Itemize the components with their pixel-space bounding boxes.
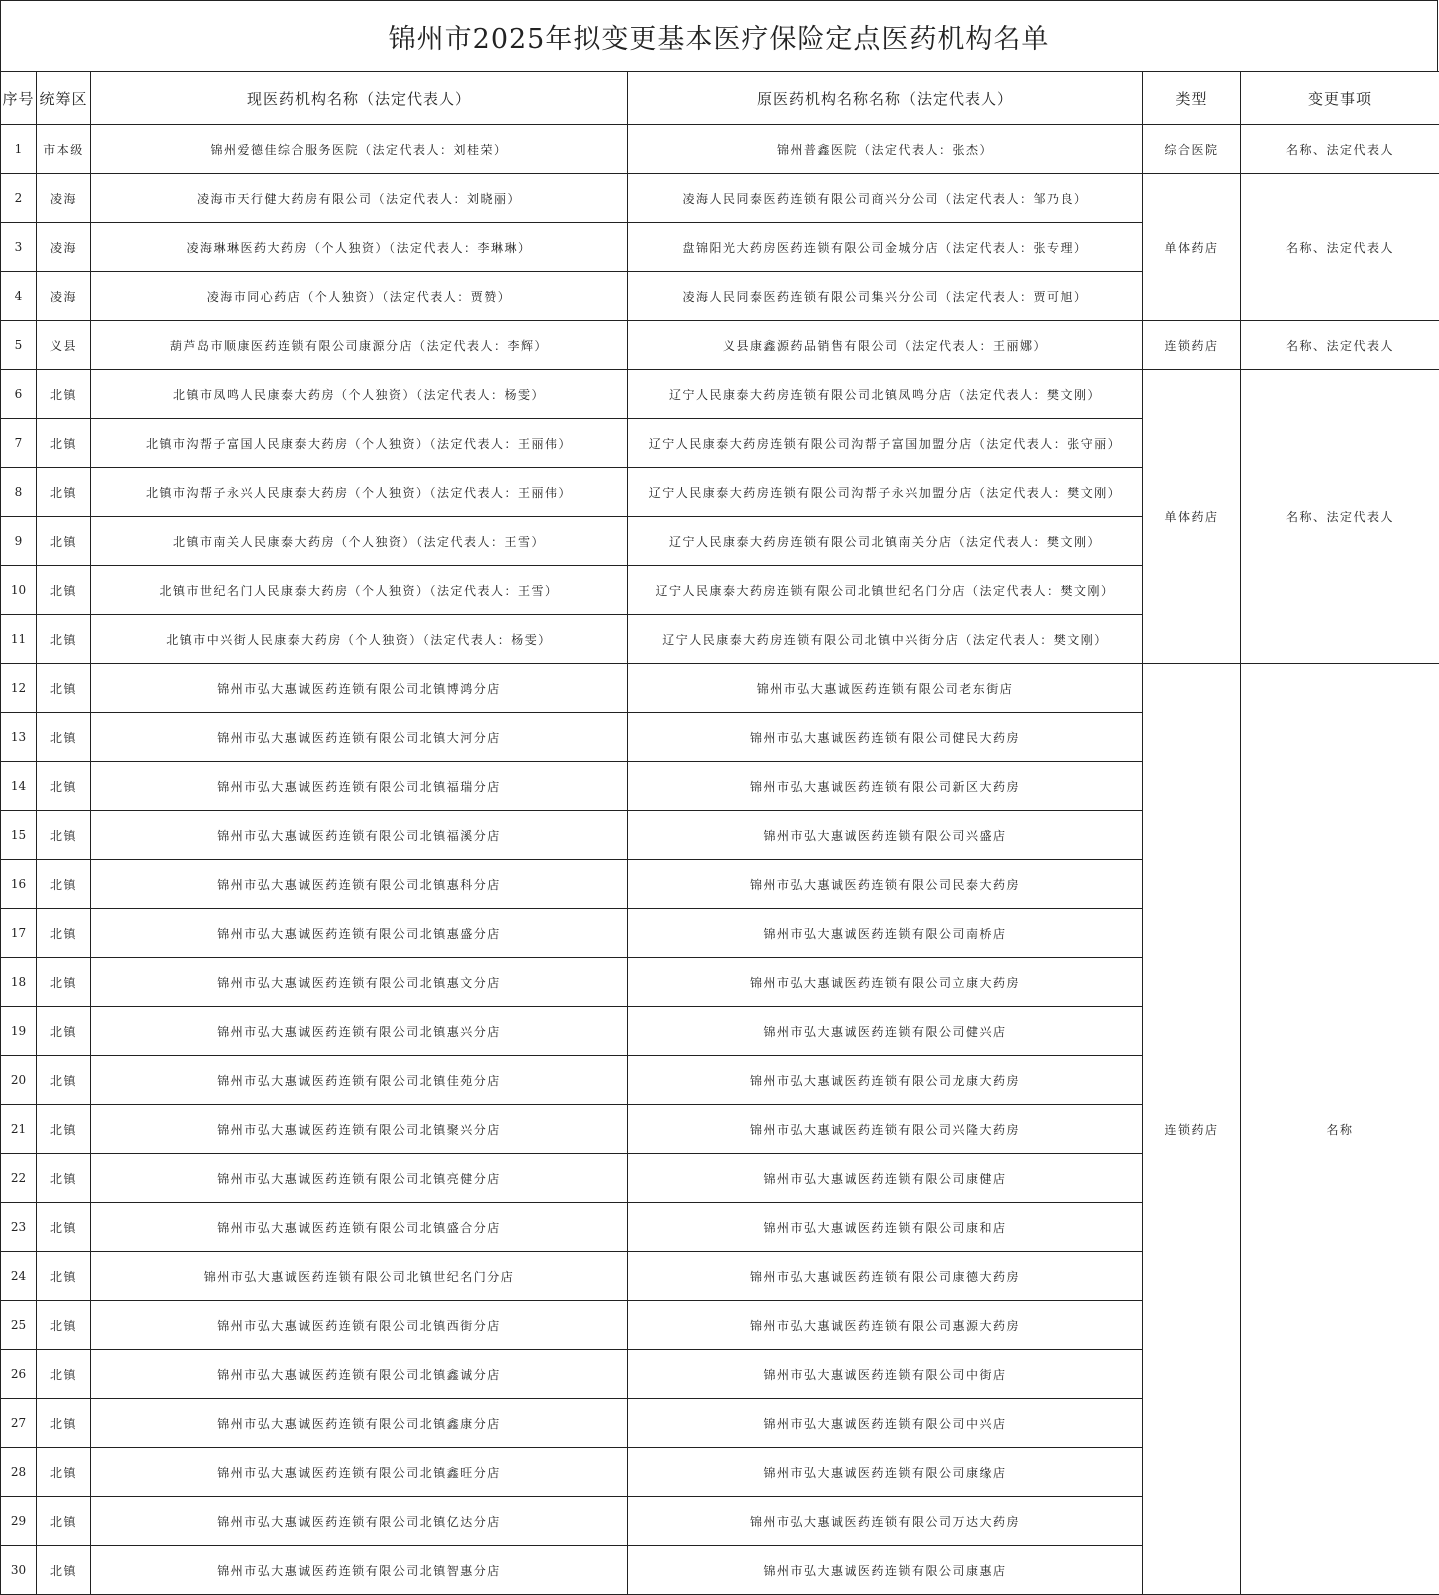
row-number-cell: 30 — [1, 1546, 37, 1595]
current-name-cell: 锦州市弘大惠诚医药连锁有限公司北镇聚兴分店 — [91, 1105, 628, 1154]
header-original-name: 原医药机构名称名称（法定代表人） — [628, 72, 1143, 125]
original-name-cell: 锦州市弘大惠诚医药连锁有限公司康和店 — [628, 1203, 1143, 1252]
header-type: 类型 — [1143, 72, 1241, 125]
region-cell: 北镇 — [37, 860, 91, 909]
region-cell: 北镇 — [37, 419, 91, 468]
region-cell: 北镇 — [37, 909, 91, 958]
page-title: 锦州市2025年拟变更基本医疗保险定点医药机构名单 — [0, 0, 1438, 72]
row-number-cell: 6 — [1, 370, 37, 419]
original-name-cell: 锦州市弘大惠诚医药连锁有限公司康德大药房 — [628, 1252, 1143, 1301]
original-name-cell: 辽宁人民康泰大药房连锁有限公司北镇凤鸣分店（法定代表人：樊文刚） — [628, 370, 1143, 419]
header-no: 序号 — [1, 72, 37, 125]
region-cell: 北镇 — [37, 1252, 91, 1301]
region-cell: 市本级 — [37, 125, 91, 174]
current-name-cell: 北镇市凤鸣人民康泰大药房（个人独资）（法定代表人：杨雯） — [91, 370, 628, 419]
row-number-cell: 12 — [1, 664, 37, 713]
row-number-cell: 21 — [1, 1105, 37, 1154]
region-cell: 北镇 — [37, 1448, 91, 1497]
current-name-cell: 凌海市同心药店（个人独资）（法定代表人：贾赞） — [91, 272, 628, 321]
original-name-cell: 锦州市弘大惠诚医药连锁有限公司康惠店 — [628, 1546, 1143, 1595]
region-cell: 北镇 — [37, 1105, 91, 1154]
row-number-cell: 2 — [1, 174, 37, 223]
row-number-cell: 17 — [1, 909, 37, 958]
type-cell: 单体药店 — [1143, 370, 1241, 664]
region-cell: 北镇 — [37, 1007, 91, 1056]
current-name-cell: 锦州市弘大惠诚医药连锁有限公司北镇亮健分店 — [91, 1154, 628, 1203]
header-current-name: 现医药机构名称（法定代表人） — [91, 72, 628, 125]
header-change: 变更事项 — [1241, 72, 1439, 125]
change-cell: 名称、法定代表人 — [1241, 370, 1439, 664]
current-name-cell: 葫芦岛市顺康医药连锁有限公司康源分店（法定代表人：李辉） — [91, 321, 628, 370]
original-name-cell: 辽宁人民康泰大药房连锁有限公司北镇世纪名门分店（法定代表人：樊文刚） — [628, 566, 1143, 615]
change-cell: 名称、法定代表人 — [1241, 174, 1439, 321]
row-number-cell: 14 — [1, 762, 37, 811]
original-name-cell: 辽宁人民康泰大药房连锁有限公司沟帮子永兴加盟分店（法定代表人：樊文刚） — [628, 468, 1143, 517]
current-name-cell: 凌海琳琳医药大药房（个人独资）（法定代表人：李琳琳） — [91, 223, 628, 272]
change-cell: 名称、法定代表人 — [1241, 321, 1439, 370]
current-name-cell: 锦州市弘大惠诚医药连锁有限公司北镇大河分店 — [91, 713, 628, 762]
row-number-cell: 18 — [1, 958, 37, 1007]
row-number-cell: 11 — [1, 615, 37, 664]
region-cell: 凌海 — [37, 174, 91, 223]
current-name-cell: 北镇市中兴街人民康泰大药房（个人独资）（法定代表人：杨雯） — [91, 615, 628, 664]
original-name-cell: 锦州市弘大惠诚医药连锁有限公司万达大药房 — [628, 1497, 1143, 1546]
region-cell: 北镇 — [37, 1301, 91, 1350]
change-cell: 名称、法定代表人 — [1241, 125, 1439, 174]
original-name-cell: 锦州市弘大惠诚医药连锁有限公司中街店 — [628, 1350, 1143, 1399]
institution-table — [0, 71, 1439, 1595]
region-cell: 北镇 — [37, 566, 91, 615]
current-name-cell: 锦州市弘大惠诚医药连锁有限公司北镇佳苑分店 — [91, 1056, 628, 1105]
region-cell: 北镇 — [37, 468, 91, 517]
current-name-cell: 锦州市弘大惠诚医药连锁有限公司北镇惠盛分店 — [91, 909, 628, 958]
original-name-cell: 锦州市弘大惠诚医药连锁有限公司新区大药房 — [628, 762, 1143, 811]
row-number-cell: 29 — [1, 1497, 37, 1546]
row-number-cell: 26 — [1, 1350, 37, 1399]
row-number-cell: 10 — [1, 566, 37, 615]
current-name-cell: 锦州市弘大惠诚医药连锁有限公司北镇鑫诚分店 — [91, 1350, 628, 1399]
original-name-cell: 锦州市弘大惠诚医药连锁有限公司兴盛店 — [628, 811, 1143, 860]
row-number-cell: 8 — [1, 468, 37, 517]
row-number-cell: 9 — [1, 517, 37, 566]
row-number-cell: 20 — [1, 1056, 37, 1105]
current-name-cell: 锦州市弘大惠诚医药连锁有限公司北镇盛合分店 — [91, 1203, 628, 1252]
region-cell: 北镇 — [37, 1154, 91, 1203]
type-cell: 连锁药店 — [1143, 664, 1241, 1595]
row-number-cell: 24 — [1, 1252, 37, 1301]
region-cell: 北镇 — [37, 1497, 91, 1546]
row-number-cell: 4 — [1, 272, 37, 321]
region-cell: 北镇 — [37, 713, 91, 762]
original-name-cell: 辽宁人民康泰大药房连锁有限公司北镇中兴街分店（法定代表人：樊文刚） — [628, 615, 1143, 664]
current-name-cell: 北镇市世纪名门人民康泰大药房（个人独资）（法定代表人：王雪） — [91, 566, 628, 615]
row-number-cell: 3 — [1, 223, 37, 272]
original-name-cell: 辽宁人民康泰大药房连锁有限公司北镇南关分店（法定代表人：樊文刚） — [628, 517, 1143, 566]
row-number-cell: 15 — [1, 811, 37, 860]
original-name-cell: 锦州市弘大惠诚医药连锁有限公司南桥店 — [628, 909, 1143, 958]
original-name-cell: 辽宁人民康泰大药房连锁有限公司沟帮子富国加盟分店（法定代表人：张守丽） — [628, 419, 1143, 468]
row-number-cell: 7 — [1, 419, 37, 468]
region-cell: 北镇 — [37, 615, 91, 664]
current-name-cell: 锦州市弘大惠诚医药连锁有限公司北镇鑫康分店 — [91, 1399, 628, 1448]
original-name-cell: 义县康鑫源药品销售有限公司（法定代表人：王丽娜） — [628, 321, 1143, 370]
current-name-cell: 凌海市天行健大药房有限公司（法定代表人：刘晓丽） — [91, 174, 628, 223]
change-cell: 名称 — [1241, 664, 1439, 1595]
region-cell: 北镇 — [37, 1203, 91, 1252]
region-cell: 凌海 — [37, 223, 91, 272]
row-number-cell: 27 — [1, 1399, 37, 1448]
current-name-cell: 锦州市弘大惠诚医药连锁有限公司北镇惠文分店 — [91, 958, 628, 1007]
row-number-cell: 5 — [1, 321, 37, 370]
region-cell: 凌海 — [37, 272, 91, 321]
original-name-cell: 锦州市弘大惠诚医药连锁有限公司惠源大药房 — [628, 1301, 1143, 1350]
row-number-cell: 19 — [1, 1007, 37, 1056]
region-cell: 北镇 — [37, 762, 91, 811]
current-name-cell: 锦州市弘大惠诚医药连锁有限公司北镇亿达分店 — [91, 1497, 628, 1546]
original-name-cell: 盘锦阳光大药房医药连锁有限公司金城分店（法定代表人：张专理） — [628, 223, 1143, 272]
row-number-cell: 28 — [1, 1448, 37, 1497]
region-cell: 北镇 — [37, 664, 91, 713]
region-cell: 北镇 — [37, 370, 91, 419]
original-name-cell: 锦州市弘大惠诚医药连锁有限公司兴隆大药房 — [628, 1105, 1143, 1154]
table-row — [1, 321, 1439, 370]
current-name-cell: 锦州市弘大惠诚医药连锁有限公司北镇福溪分店 — [91, 811, 628, 860]
type-cell: 综合医院 — [1143, 125, 1241, 174]
type-cell: 单体药店 — [1143, 174, 1241, 321]
current-name-cell: 北镇市沟帮子富国人民康泰大药房（个人独资）（法定代表人：王丽伟） — [91, 419, 628, 468]
original-name-cell: 凌海人民同泰医药连锁有限公司商兴分公司（法定代表人：邹乃良） — [628, 174, 1143, 223]
region-cell: 北镇 — [37, 1350, 91, 1399]
table-row — [1, 664, 1439, 713]
current-name-cell: 锦州市弘大惠诚医药连锁有限公司北镇福瑞分店 — [91, 762, 628, 811]
table-body — [1, 125, 1439, 1595]
type-cell: 连锁药店 — [1143, 321, 1241, 370]
current-name-cell: 锦州市弘大惠诚医药连锁有限公司北镇鑫旺分店 — [91, 1448, 628, 1497]
original-name-cell: 凌海人民同泰医药连锁有限公司集兴分公司（法定代表人：贾可旭） — [628, 272, 1143, 321]
region-cell: 义县 — [37, 321, 91, 370]
row-number-cell: 13 — [1, 713, 37, 762]
region-cell: 北镇 — [37, 811, 91, 860]
table-row — [1, 370, 1439, 419]
original-name-cell: 锦州市弘大惠诚医药连锁有限公司民泰大药房 — [628, 860, 1143, 909]
current-name-cell: 锦州市弘大惠诚医药连锁有限公司北镇世纪名门分店 — [91, 1252, 628, 1301]
original-name-cell: 锦州市弘大惠诚医药连锁有限公司康缘店 — [628, 1448, 1143, 1497]
original-name-cell: 锦州市弘大惠诚医药连锁有限公司立康大药房 — [628, 958, 1143, 1007]
region-cell: 北镇 — [37, 1056, 91, 1105]
region-cell: 北镇 — [37, 1399, 91, 1448]
current-name-cell: 北镇市南关人民康泰大药房（个人独资）（法定代表人：王雪） — [91, 517, 628, 566]
row-number-cell: 23 — [1, 1203, 37, 1252]
region-cell: 北镇 — [37, 517, 91, 566]
original-name-cell: 锦州市弘大惠诚医药连锁有限公司龙康大药房 — [628, 1056, 1143, 1105]
current-name-cell: 锦州市弘大惠诚医药连锁有限公司北镇智惠分店 — [91, 1546, 628, 1595]
row-number-cell: 16 — [1, 860, 37, 909]
region-cell: 北镇 — [37, 958, 91, 1007]
original-name-cell: 锦州市弘大惠诚医药连锁有限公司康健店 — [628, 1154, 1143, 1203]
current-name-cell: 锦州市弘大惠诚医药连锁有限公司北镇惠兴分店 — [91, 1007, 628, 1056]
table-header-row — [1, 72, 1439, 125]
original-name-cell: 锦州市弘大惠诚医药连锁有限公司老东街店 — [628, 664, 1143, 713]
original-name-cell: 锦州市弘大惠诚医药连锁有限公司健兴店 — [628, 1007, 1143, 1056]
current-name-cell: 锦州市弘大惠诚医药连锁有限公司北镇西街分店 — [91, 1301, 628, 1350]
original-name-cell: 锦州市弘大惠诚医药连锁有限公司中兴店 — [628, 1399, 1143, 1448]
original-name-cell: 锦州市弘大惠诚医药连锁有限公司健民大药房 — [628, 713, 1143, 762]
row-number-cell: 22 — [1, 1154, 37, 1203]
header-region: 统筹区 — [37, 72, 91, 125]
table-row — [1, 174, 1439, 223]
current-name-cell: 锦州市弘大惠诚医药连锁有限公司北镇惠科分店 — [91, 860, 628, 909]
row-number-cell: 25 — [1, 1301, 37, 1350]
current-name-cell: 北镇市沟帮子永兴人民康泰大药房（个人独资）（法定代表人：王丽伟） — [91, 468, 628, 517]
current-name-cell: 锦州爱德佳综合服务医院（法定代表人：刘桂荣） — [91, 125, 628, 174]
region-cell: 北镇 — [37, 1546, 91, 1595]
original-name-cell: 锦州普鑫医院（法定代表人：张杰） — [628, 125, 1143, 174]
current-name-cell: 锦州市弘大惠诚医药连锁有限公司北镇博鸿分店 — [91, 664, 628, 713]
row-number-cell: 1 — [1, 125, 37, 174]
table-row — [1, 125, 1439, 174]
